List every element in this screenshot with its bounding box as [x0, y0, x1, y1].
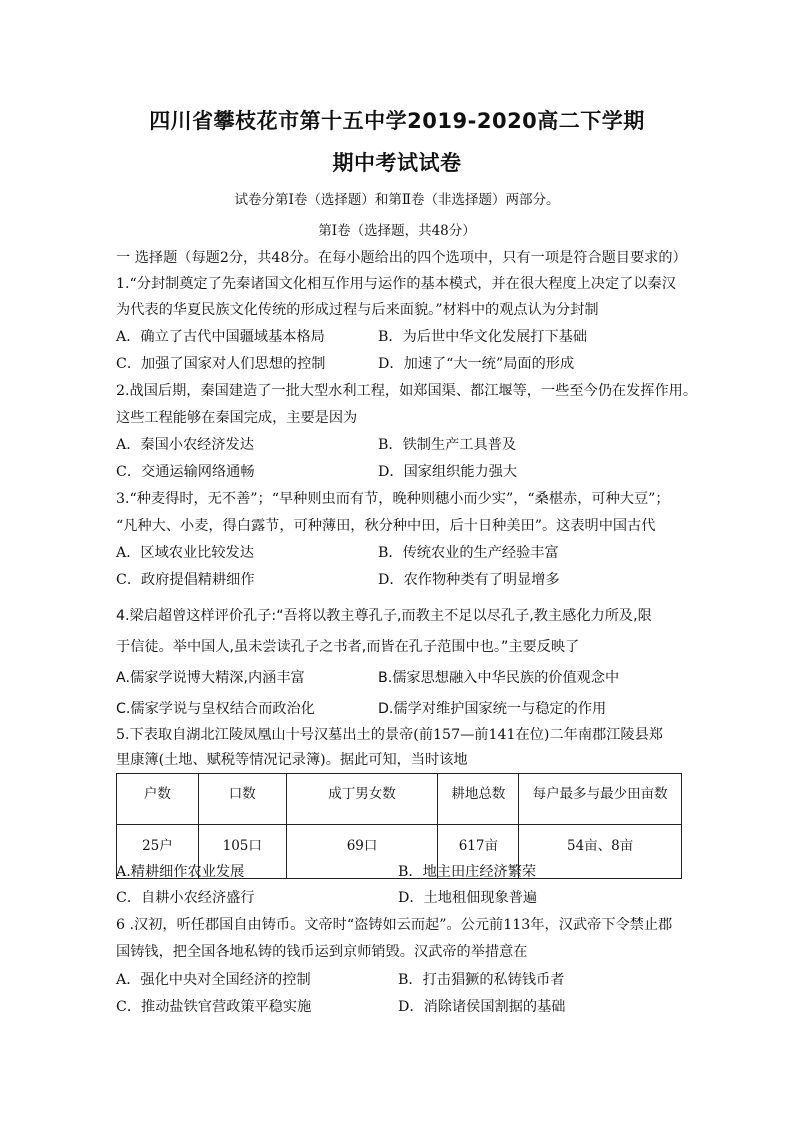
- option-d: D.儒学对维护国家统一与稳定的作用: [378, 701, 607, 717]
- option-c: C.儒家学说与皇权结合而政治化: [116, 701, 315, 717]
- part1-heading: 第Ⅰ卷（选择题，共48分）: [318, 223, 476, 239]
- question-text-line: 3.“种麦得时，无不善”；“早种则虫而有节，晚种则穗小而少实”，“桑椹赤，可种大豆”；: [116, 491, 670, 507]
- option-b: B．为后世中华文化发展打下基础: [378, 329, 588, 345]
- table-cell: 105口: [198, 825, 286, 879]
- table-cell: 617亩: [438, 825, 519, 879]
- option-c: C．自耕小农经济盛行: [116, 890, 255, 906]
- question-text-line: 2.战国后期，秦国建造了一批大型水利工程，如郑国渠、都江堰等，一些至今仍在发挥作用。: [116, 383, 698, 399]
- exam-title-line2: 期中考试试卷: [332, 151, 462, 175]
- option-d: D．加速了“大一统”局面的形成: [378, 356, 575, 372]
- question-text-line: “凡种大、小麦，得白露节，可种薄田，秋分种中田，后十日种美田”。这表明中国古代: [116, 518, 656, 534]
- table-header-cell: 每户最多与最少田亩数: [519, 774, 682, 825]
- option-b: B.儒家思想融入中华民族的价值观念中: [378, 670, 620, 686]
- table-header-row: [117, 774, 682, 825]
- question-text-line: 6 .汉初，听任郡国自由铸币。文帝时“盗铸如云而起”。公元前113年，汉武帝下令禁止郡: [116, 917, 673, 933]
- question-text-line: 为代表的华夏民族文化传统的形成过程与后来面貌。”材料中的观点认为分封制: [116, 302, 599, 318]
- option-a: A.精耕细作农业发展: [116, 864, 245, 880]
- option-a: A．强化中央对全国经济的控制: [116, 972, 311, 988]
- exam-title-line1: 四川省攀枝花市第十五中学2019-2020高二下学期: [149, 109, 645, 133]
- question-text-line: 里康簿(土地、赋税等情况记录簿)。据此可知，当时该地: [116, 752, 468, 768]
- option-c: C．政府提倡精耕细作: [116, 572, 255, 588]
- table-cell: 25户: [117, 825, 199, 879]
- table-header-cell: 口数: [198, 774, 286, 825]
- question-text-line: 5.下表取自湖北江陵凤凰山十号汉墓出土的景帝(前157—前141在位)二年南郡江陵县郑: [116, 727, 663, 743]
- option-a: A.儒家学说博大精深,内涵丰富: [116, 670, 305, 686]
- option-b: B．地主田庄经济繁荣: [398, 864, 537, 880]
- option-d: D．农作物种类有了明显增多: [378, 572, 560, 588]
- question-text-line: 这些工程能够在秦国完成，主要是因为: [116, 410, 358, 426]
- table-cell: 69口: [286, 825, 438, 879]
- question-text-line: 于信徒。举中国人,虽未尝读孔子之书者,而皆在孔子范围中也。”主要反映了: [116, 639, 580, 655]
- table-cell: 54亩、8亩: [519, 825, 682, 879]
- table-header-cell: 成丁男女数: [286, 774, 438, 825]
- option-c: C．推动盐铁官营政策平稳实施: [116, 999, 312, 1015]
- option-b: B．铁制生产工具普及: [378, 437, 517, 453]
- option-a: A．确立了古代中国疆域基本格局: [116, 329, 325, 345]
- option-b: B．传统农业的生产经验丰富: [378, 545, 559, 561]
- option-c: C．加强了国家对人们思想的控制: [116, 356, 326, 372]
- option-a: A．区域农业比较发达: [116, 545, 254, 561]
- section-heading: 一 选择题（每题2分，共48分。在每小题给出的四个选项中，只有一项是符合题目要求的）: [116, 250, 687, 266]
- option-d: D．消除诸侯国割据的基础: [398, 999, 566, 1015]
- option-d: D．土地租佃现象普遍: [398, 890, 538, 906]
- question-text-line: 国铸钱，把全国各地私铸的钱币运到京师销毁。汉武帝的举措意在: [116, 944, 528, 960]
- option-b: B．打击猖獗的私铸钱币者: [398, 972, 565, 988]
- table-header-cell: 耕地总数: [438, 774, 519, 825]
- question-text-line: 1.“分封制奠定了先秦诸国文化相互作用与运作的基本模式，并在很大程度上决定了以秦汉: [116, 276, 676, 292]
- table-header-cell: 户数: [117, 774, 199, 825]
- exam-intro: 试卷分第Ⅰ卷（选择题）和第Ⅱ卷（非选择题）两部分。: [234, 192, 560, 208]
- question-text-line: 4.梁启超曾这样评价孔子:“吾将以教主尊孔子,而教主不足以尽孔子,教主感化力所及,限: [116, 608, 652, 624]
- option-a: A．秦国小农经济发达: [116, 437, 254, 453]
- option-d: D．国家组织能力强大: [378, 464, 518, 480]
- option-c: C．交通运输网络通畅: [116, 464, 255, 480]
